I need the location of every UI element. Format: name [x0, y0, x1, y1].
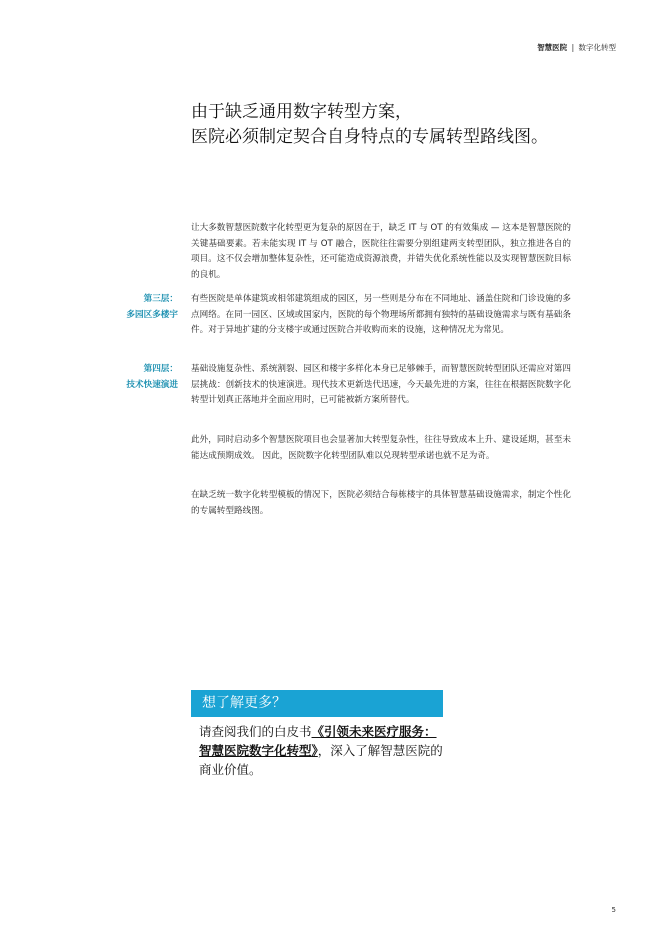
whitepaper-link[interactable]: 《引领未来医疗服务：智慧医院数字化转型》	[199, 724, 437, 758]
headline-line-2: 医院必须制定契合自身特点的专属转型路线图。	[191, 127, 548, 147]
body-paragraph-5: 在缺乏统一数字化转型模板的情况下，医院必须结合每栋楼宇的具体智慧基础设施需求，制定个性化的专属转型路线图。	[191, 490, 571, 516]
page-number: 5	[611, 906, 616, 914]
layer3-label-line2: 多园区多楼宇	[126, 309, 178, 320]
cta-text-after: ，深入了解智慧医院的商业价值。	[199, 743, 443, 777]
body-paragraph-1: 让大多数智慧医院数字化转型更为复杂的原因在于，缺乏 IT 与 OT 的有效集成 — 这本是智慧医院的关键基础要素。若未能实现 IT 与 OT 融合，医院往往需要分别组建两支转型团队，独立推进各自的项目。这不仅会增加整体复杂性，还可能造成资源浪费，并错失优化系统性能以及实现智慧医院目标的良机。	[191, 223, 571, 280]
headline-line-1: 由于缺乏通用数字转型方案，	[191, 102, 412, 122]
cta-text-before: 请查阅我们的白皮书	[199, 724, 312, 739]
body-paragraph-2: 有些医院是单体建筑或相邻建筑组成的园区，另一些则是分布在不同地址、涵盖住院和门诊设施的多点网络。在同一园区、区域或国家内，医院的每个物理场所都拥有独特的基础设施需求与既有基础条件。对于异地扩建的分支楼宇或通过医院合并收购而来的设施，这种情况尤为常见。	[191, 294, 571, 336]
cta-title: 想了解更多？	[202, 695, 286, 711]
page-headline	[191, 100, 611, 150]
header-brand: 智慧医院	[537, 43, 568, 52]
header-section: 数字化转型	[578, 43, 616, 52]
body-paragraph-3: 基础设施复杂性、系统割裂、园区和楼宇多样化本身已足够棘手，而智慧医院转型团队还需应对第四层挑战：创新技术的快速演进。现代技术更新迭代迅速，今天最先进的方案，往往在根据医院数字化转型计划真正落地并全面应用时，已可能被新方案所替代。	[191, 364, 571, 406]
layer4-label-line1: 第四层：	[143, 364, 178, 374]
header-separator: |	[571, 43, 575, 52]
cta-title-bar	[191, 690, 443, 717]
layer3-sidehead	[68, 292, 178, 323]
layer3-label-line1: 第三层：	[143, 294, 178, 304]
cta-body	[199, 722, 449, 779]
body-paragraph-4: 此外，同时启动多个智慧医院项目也会显著加大转型复杂性，往往导致成本上升、建设延期，甚至未能达成预期成效。 因此，医院数字化转型团队难以兑现转型承诺也就不足为奇。	[191, 435, 571, 461]
layer4-sidehead	[68, 362, 178, 393]
layer4-label-line2: 技术快速演进	[126, 379, 178, 390]
running-header	[537, 42, 616, 53]
